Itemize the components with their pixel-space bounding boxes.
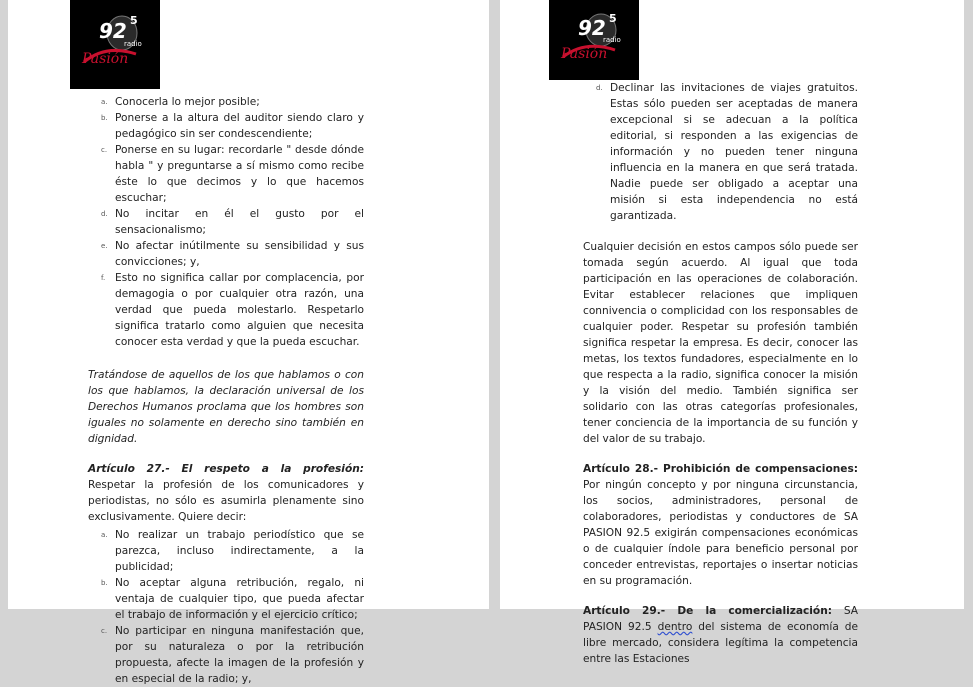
list-marker: c. <box>101 627 108 635</box>
list-item <box>88 142 364 206</box>
list-item <box>583 80 858 224</box>
list-marker: c. <box>101 146 108 154</box>
left-page-content <box>88 94 364 687</box>
article-27-paragraph <box>88 461 364 525</box>
list-item-text: Esto no significa callar por complacencia, por demagogia o por cualquier otra razón, una verdad que pueda molestarlo. Respetarlo significa tratarlo como alguien que necesita conocer esta verdad y que la pueda escuchar. <box>115 272 364 348</box>
radio-pasion-logo <box>549 0 639 80</box>
list-marker: d. <box>596 84 603 92</box>
list-travel-invitations <box>583 80 858 224</box>
logo-graphic <box>70 0 160 89</box>
list-item-text: Declinar las invitaciones de viajes gratuitos. Estas sólo pueden ser aceptadas de manera excepcional si se adecuan a la política editorial, si responden a las exigencias de información y no pueden tener ninguna influencia en la manera en que será tratada. Nadie puede ser obligado a aceptar una misión si esta independencia no está garantizada. <box>610 82 858 222</box>
list-marker: a. <box>101 98 108 106</box>
decisions-paragraph: Cualquier decisión en estos campos sólo puede ser tomada según acuerdo. Al igual que toda participación en las operaciones de colaboración. Evitar establecer relaciones que impliquen connivencia o complicidad con los responsables de cualquier poder. Respetar su profesión también significa respetar la empresa. Es decir, conocer las metas, los textos fundadores, especialmente en lo que respecta a la radio, significa conocer la misión y la visión del medio. También significa ser solidario con las otras categorías profesionales, tener conciencia de la importancia de su función y del valor de su trabajo. <box>583 241 858 445</box>
list-item <box>88 206 364 238</box>
list-marker: a. <box>101 531 108 539</box>
list-marker: b. <box>101 114 108 122</box>
logo-superscript: 5 <box>609 12 617 25</box>
list-marker: d. <box>101 210 108 218</box>
list-marker: b. <box>101 579 108 587</box>
logo-brand: Pasión <box>82 51 129 67</box>
list-marker: e. <box>101 242 108 250</box>
logo-sub: radio <box>603 36 621 44</box>
list-item <box>88 94 364 110</box>
article-29-text-end: del sistema de economía de libre mercado, considera legítima la competencia entre las Estaciones <box>583 621 859 665</box>
article-29-paragraph <box>583 603 858 667</box>
list-item <box>88 575 364 623</box>
list-marker: f. <box>101 274 106 282</box>
document-page-right <box>500 0 964 665</box>
radio-pasion-logo <box>70 0 160 89</box>
list-item <box>88 110 364 142</box>
spellcheck-flagged-word[interactable]: dentro <box>657 621 693 633</box>
list-item-text: Ponerse a la altura del auditor siendo claro y pedagógico sin ser condescendiente; <box>115 112 364 140</box>
list-item-text: Ponerse en su lugar: recordarle " desde dónde habla " y preguntarse a sí mismo como recibe éste lo que decimos y lo que hacemos escuchar; <box>115 144 364 204</box>
logo-graphic <box>549 0 639 80</box>
list-item <box>88 270 364 350</box>
article-28-paragraph <box>583 461 858 589</box>
right-page-content <box>583 80 858 667</box>
article-29-heading: Artículo 29.- De la comercialización: <box>583 605 832 617</box>
article-29-text-start: SA PASION 92.5 <box>583 605 858 633</box>
list-audience-respect <box>88 94 364 350</box>
list-item-text: No incitar en él el gusto por el sensacionalismo; <box>115 208 364 236</box>
logo-number: 92 <box>578 16 606 40</box>
document-page-left <box>8 0 489 685</box>
list-profession-respect <box>88 527 364 687</box>
article-27-text: Respetar la profesión de los comunicadores y periodistas, no sólo es asumirla plenamente sino exclusivamente. Quiere decir: <box>88 479 364 523</box>
list-item <box>88 623 364 687</box>
list-item-text: No realizar un trabajo periodístico que se parezca, incluso indirectamente, a la publicidad; <box>115 529 364 573</box>
list-item-text: No participar en ninguna manifestación que, por su naturaleza o por la retribución propuesta, afecte la imagen de la profesión y en especial de la radio; y, <box>115 625 364 685</box>
human-rights-paragraph: Tratándose de aquellos de los que hablamos o con los que hablamos, la declaración universal de los Derechos Humanos proclama que los hombres son iguales no solamente en derecho sino también en dignidad. <box>88 369 364 445</box>
logo-brand: Pasión <box>561 46 608 62</box>
logo-superscript: 5 <box>130 14 138 27</box>
article-28-text: Por ningún concepto y por ninguna circunstancia, los socios, administradores, personal de colaboradores, periodistas y conductores de SA PASION 92.5 exigirán compensaciones económicas o de cualquier índole para beneficio personal por conceder entrevistas, reportajes o insertar noticias en su programación. <box>583 479 858 587</box>
article-28-heading: Artículo 28.- Prohibición de compensaciones: <box>583 463 858 475</box>
list-item-text: No afectar inútilmente su sensibilidad y sus convicciones; y, <box>115 240 364 268</box>
logo-sub: radio <box>124 40 142 48</box>
list-item-text: No aceptar alguna retribución, regalo, ni ventaja de cualquier tipo, que pueda afectar el trabajo de información y el ejercicio crítico; <box>115 577 364 621</box>
list-item <box>88 238 364 270</box>
list-item-text: Conocerla lo mejor posible; <box>115 96 260 108</box>
list-item <box>88 527 364 575</box>
logo-number: 92 <box>99 19 127 43</box>
article-27-heading: Artículo 27.- El respeto a la profesión: <box>88 463 364 475</box>
